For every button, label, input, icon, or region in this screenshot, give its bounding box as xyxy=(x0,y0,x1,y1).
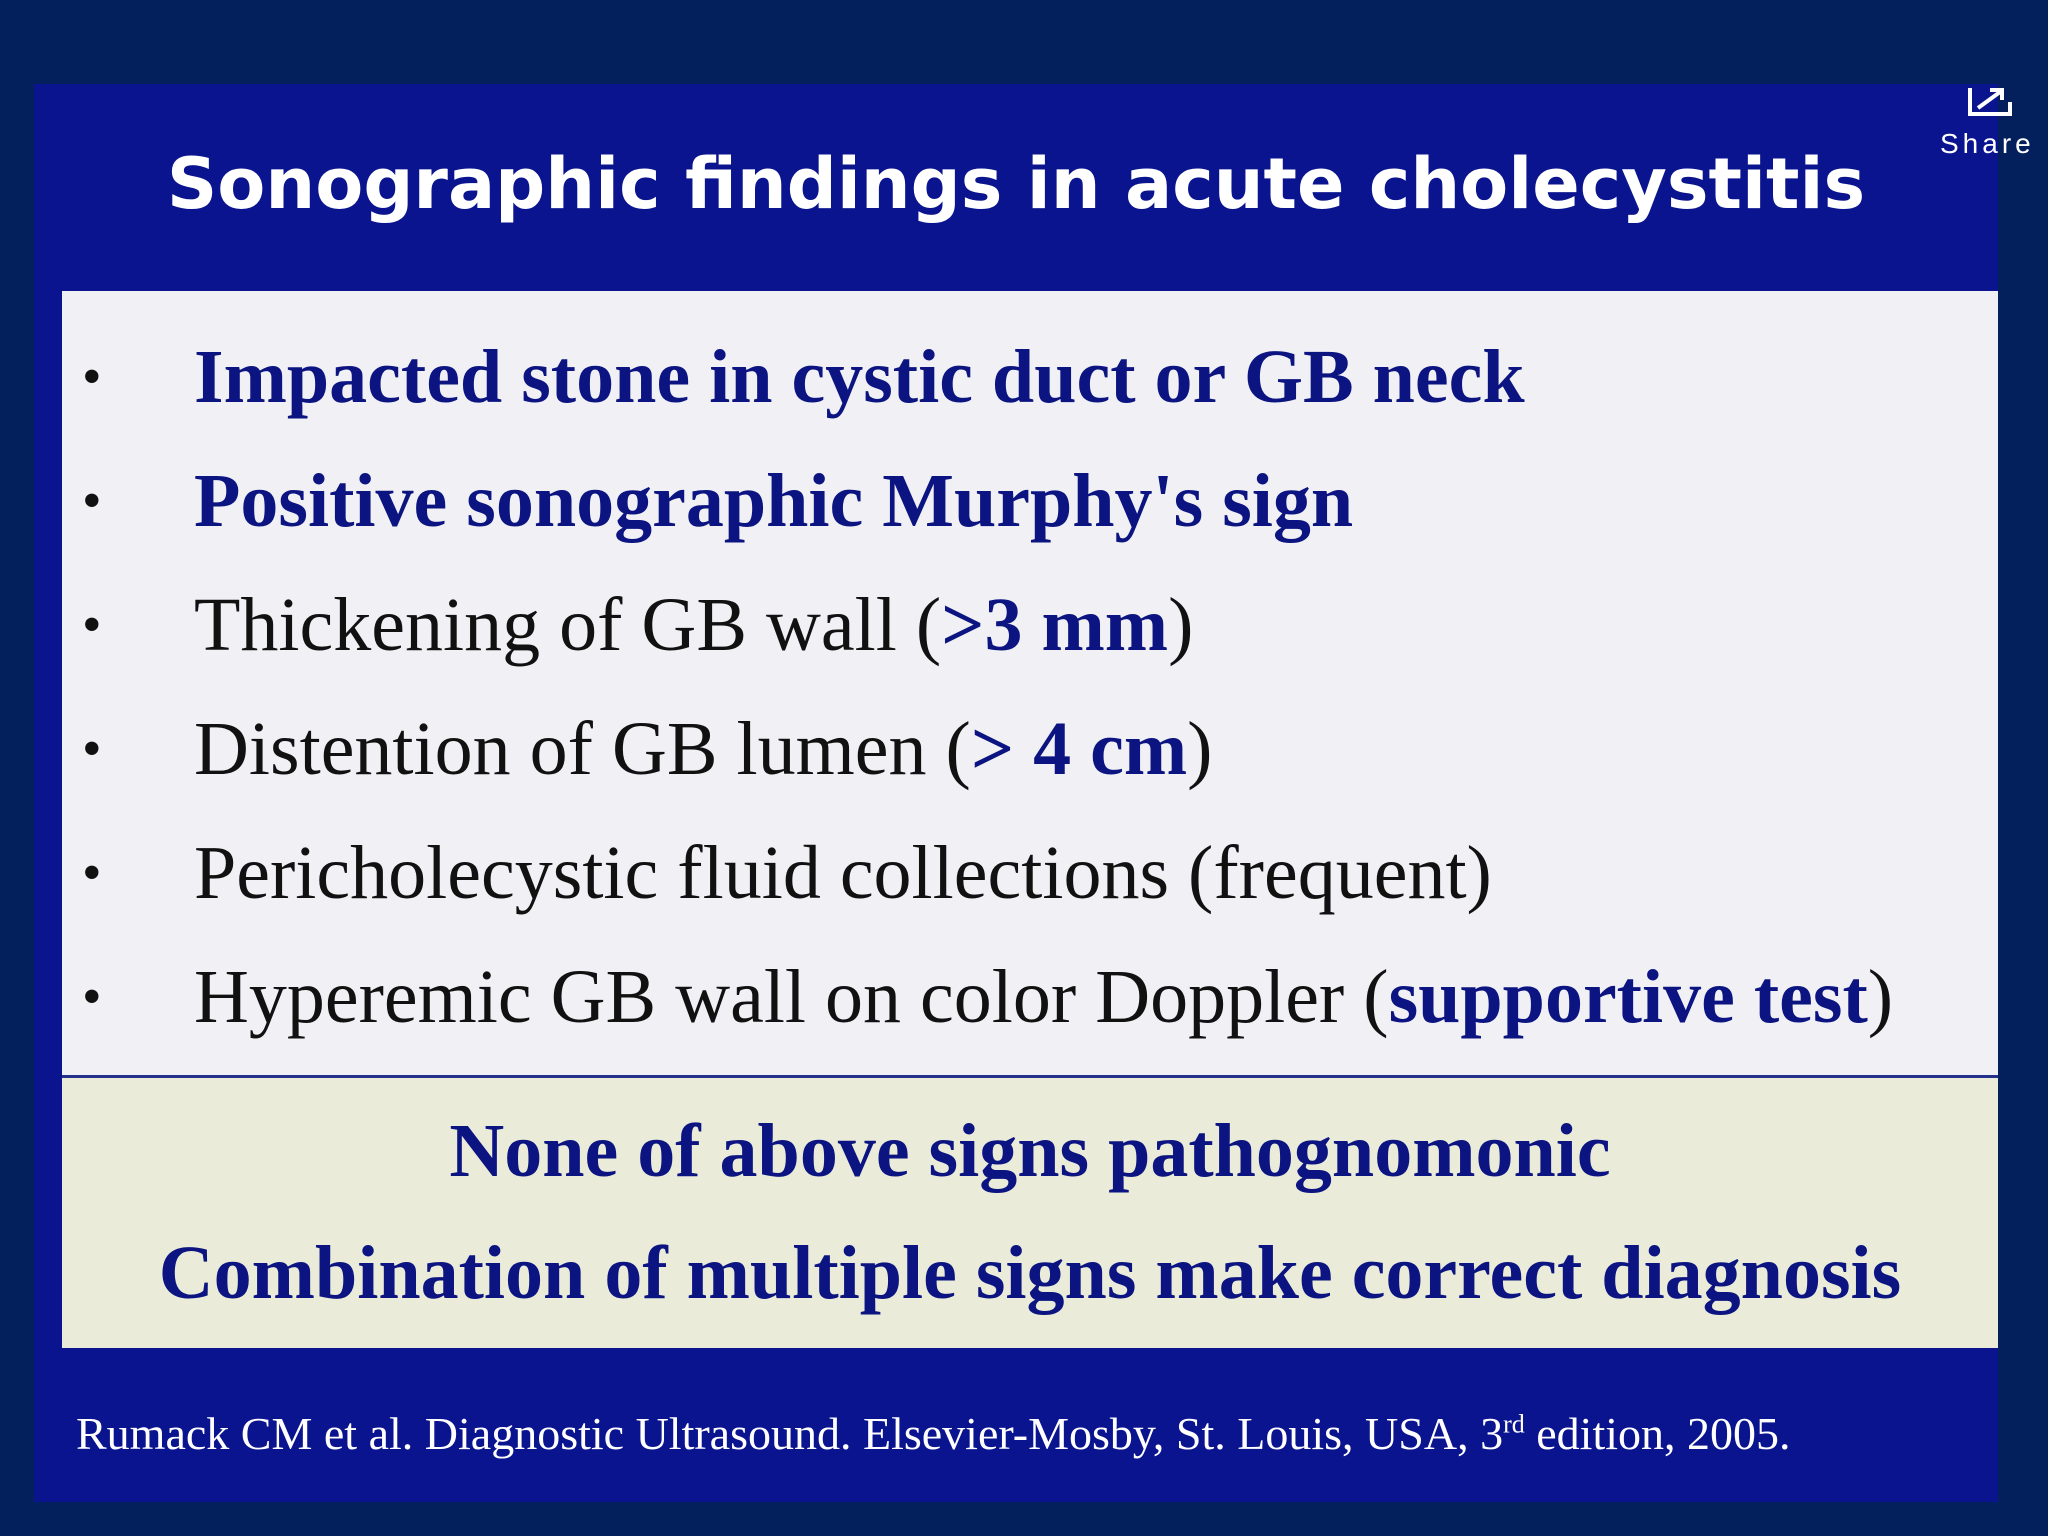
bullet-text xyxy=(194,315,1525,439)
bullet-plain-text: Distention of GB lumen ( xyxy=(194,707,971,791)
bullet-icon: • xyxy=(82,966,102,1028)
share-icon xyxy=(1962,84,2018,120)
bullet-plain-text: Hyperemic GB wall on color Doppler ( xyxy=(194,955,1389,1039)
bullet-text xyxy=(194,811,1492,935)
findings-panel xyxy=(62,291,1998,1075)
bullet-suffix-text: ) xyxy=(1168,583,1194,667)
reference-text: Rumack CM et al. Diagnostic Ultrasound. Elsevier-Mosby, St. Louis, USA, 3 xyxy=(76,1408,1504,1459)
bullet-icon: • xyxy=(82,346,102,408)
findings-list xyxy=(62,315,1998,1059)
list-item xyxy=(62,563,1998,687)
bullet-suffix-text: ) xyxy=(1187,707,1213,791)
bullet-plain-text: Pericholecystic fluid collections (frequent) xyxy=(194,831,1492,915)
bullet-text xyxy=(194,439,1353,563)
conclusion-line: Combination of multiple signs make correct diagnosis xyxy=(158,1231,1902,1315)
conclusion-panel xyxy=(62,1078,1998,1348)
reference-superscript: rd xyxy=(1503,1409,1525,1439)
list-item xyxy=(62,811,1998,935)
bullet-emphasis-text: Positive sonographic Murphy's sign xyxy=(194,459,1354,543)
bullet-plain-text: Thickening of GB wall ( xyxy=(194,583,942,667)
conclusion-line: None of above signs pathognomonic xyxy=(449,1109,1611,1193)
list-item xyxy=(62,315,1998,439)
bullet-suffix-text: ) xyxy=(1867,955,1894,1039)
reference-text-end: edition, 2005. xyxy=(1524,1408,1791,1459)
bullet-emphasis-text: >3 mm xyxy=(941,583,1169,667)
bullet-text xyxy=(194,563,1193,687)
bullet-icon: • xyxy=(82,718,102,780)
bullet-emphasis-text: > 4 cm xyxy=(970,707,1188,791)
list-item xyxy=(62,439,1998,563)
bullet-emphasis-text: supportive test xyxy=(1388,955,1868,1039)
list-item xyxy=(62,687,1998,811)
bullet-text xyxy=(194,935,1893,1059)
reference-citation xyxy=(76,1404,1791,1464)
bullet-emphasis-text: Impacted stone in cystic duct or GB neck xyxy=(194,335,1525,419)
bullet-text xyxy=(194,687,1212,811)
slide xyxy=(34,84,2035,1502)
bullet-icon: • xyxy=(82,594,102,656)
bullet-icon: • xyxy=(82,470,102,532)
bullet-icon: • xyxy=(82,842,102,904)
share-label: Share xyxy=(1940,128,2035,159)
slide-title: Sonographic findings in acute cholecystitis xyxy=(166,143,1866,225)
list-item xyxy=(62,935,1998,1059)
